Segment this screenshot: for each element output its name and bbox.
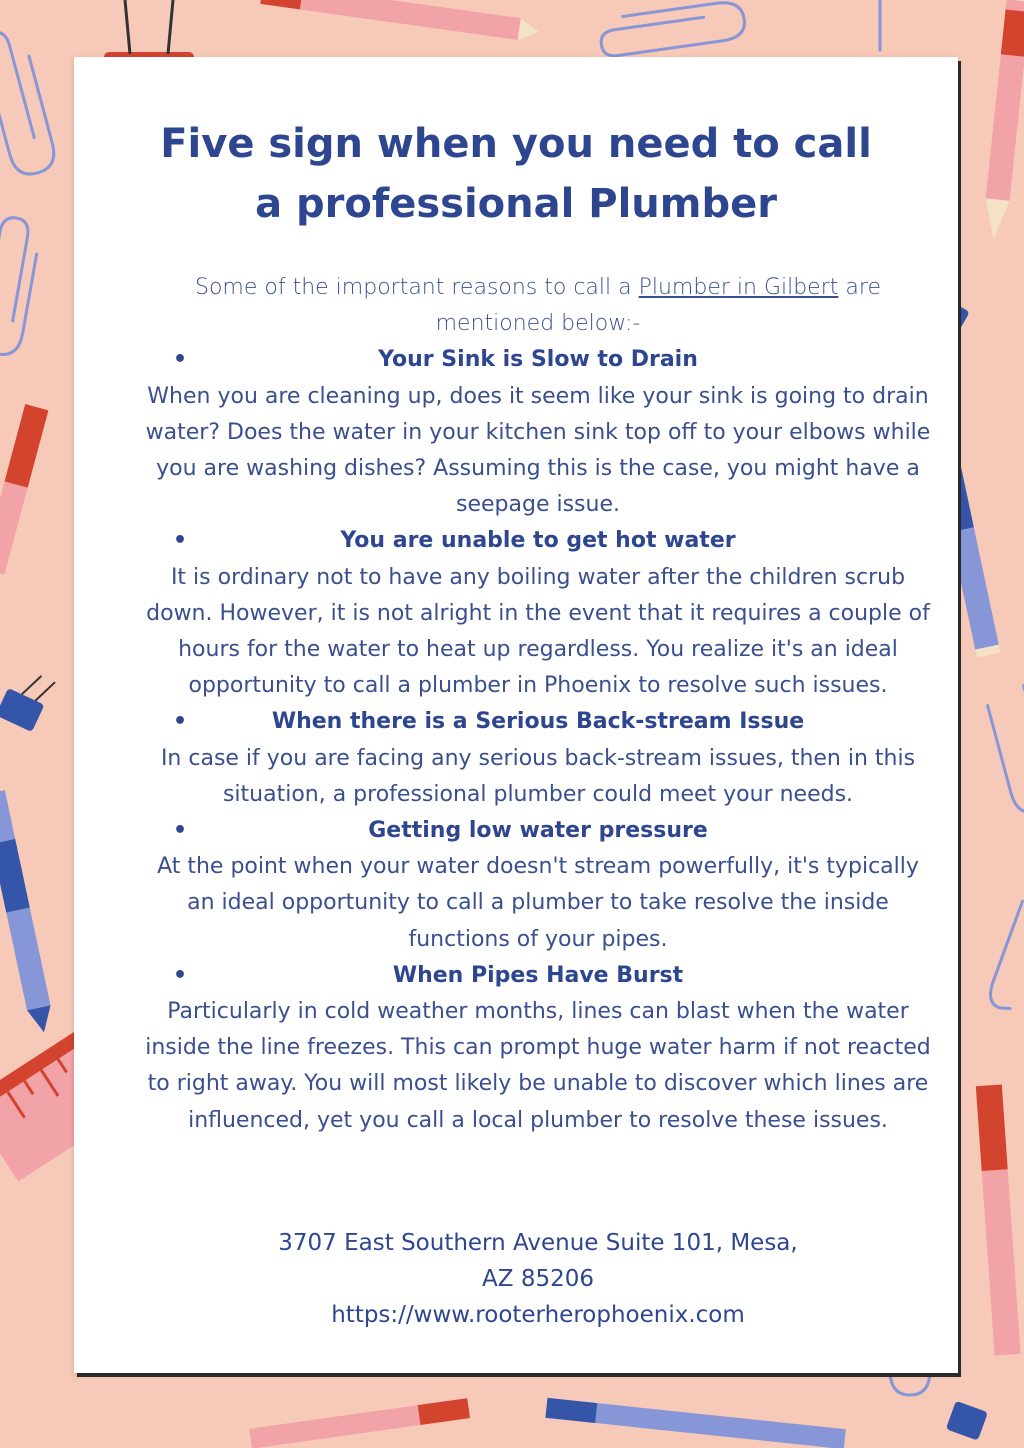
bullet-icon: • — [173, 528, 188, 554]
reason-heading: • When there is a Serious Back-stream Issue — [140, 704, 936, 740]
address-line-1: 3707 East Southern Avenue Suite 101, Mesa, — [278, 1230, 798, 1256]
address-line-2: AZ 85206 — [482, 1266, 594, 1292]
pencil-icon — [982, 0, 1024, 241]
reason-text: In case if you are facing any serious back-stream issues, then in this situation, a professional plumber could meet your needs. — [160, 745, 916, 807]
reason-heading: • Getting low water pressure — [140, 813, 936, 849]
title-line-1: Five sign when you need to call — [160, 121, 872, 167]
pencil-icon — [249, 1398, 470, 1448]
binder-clip-icon — [946, 1401, 988, 1441]
reason-text: At the point when your water doesn't stream powerfully, it's typically an ideal opportunity to call a plumber to take resolve the inside functions of your pipes. — [157, 854, 919, 952]
article-body — [140, 270, 936, 1139]
reason-item — [140, 704, 936, 813]
reason-heading: • When Pipes Have Burst — [140, 958, 936, 994]
paperclip-icon — [0, 25, 59, 178]
contact-footer — [140, 1225, 936, 1333]
reason-text: Particularly in cold weather months, lines can blast when the water inside the line freezes. This can prompt huge water harm if not reacted to right away. You will most likely be unable to discover which lines are influenced, yet you call a local plumber to resolve these issues. — [145, 999, 931, 1133]
intro-suffix: are mentioned below:- — [435, 275, 881, 337]
binder-clip-icon — [0, 665, 55, 732]
pencil-icon — [260, 0, 540, 43]
pen-icon — [976, 1084, 1021, 1355]
reason-item — [140, 958, 936, 1139]
pen-icon — [0, 404, 48, 574]
plumber-gilbert-link[interactable]: Plumber in Gilbert — [638, 275, 839, 300]
title-line-2: a professional Plumber — [255, 181, 777, 227]
paperclip-icon — [0, 216, 42, 358]
reason-text: When you are cleaning up, does it seem like your sink is going to drain water? Does the water in your kitchen sink top off to your elbows while you are washing dishes? Assuming this is the case, you might have a seepage issue. — [145, 383, 931, 518]
paperclip-icon — [598, 0, 747, 58]
paperclip-icon — [985, 686, 1024, 817]
bullet-icon: • — [173, 347, 188, 373]
page-title — [74, 114, 958, 234]
reason-item — [140, 342, 936, 523]
intro-prefix: Some of the important reasons to call a — [195, 275, 639, 300]
website-link[interactable]: https://www.rooterherophoenix.com — [331, 1302, 745, 1328]
bullet-icon: • — [173, 709, 188, 735]
reason-heading: • Your Sink is Slow to Drain — [140, 342, 936, 378]
paperclip-icon — [985, 901, 1024, 1011]
reason-heading: • You are unable to get hot water — [140, 523, 936, 559]
reason-text: It is ordinary not to have any boiling water after the children scrub down. However, it is not alright in the event that it requires a couple of hours for the water to heat up regardless. You realize it's an ideal opportunity to call a plumber in Phoenix to resolve such issues. — [146, 564, 930, 699]
intro-paragraph — [140, 270, 936, 342]
bullet-icon: • — [173, 962, 188, 988]
pen-icon — [0, 790, 56, 1035]
reason-item — [140, 813, 936, 958]
pen-icon — [545, 1398, 845, 1448]
bullet-icon: • — [173, 818, 188, 844]
reason-item — [140, 523, 936, 704]
